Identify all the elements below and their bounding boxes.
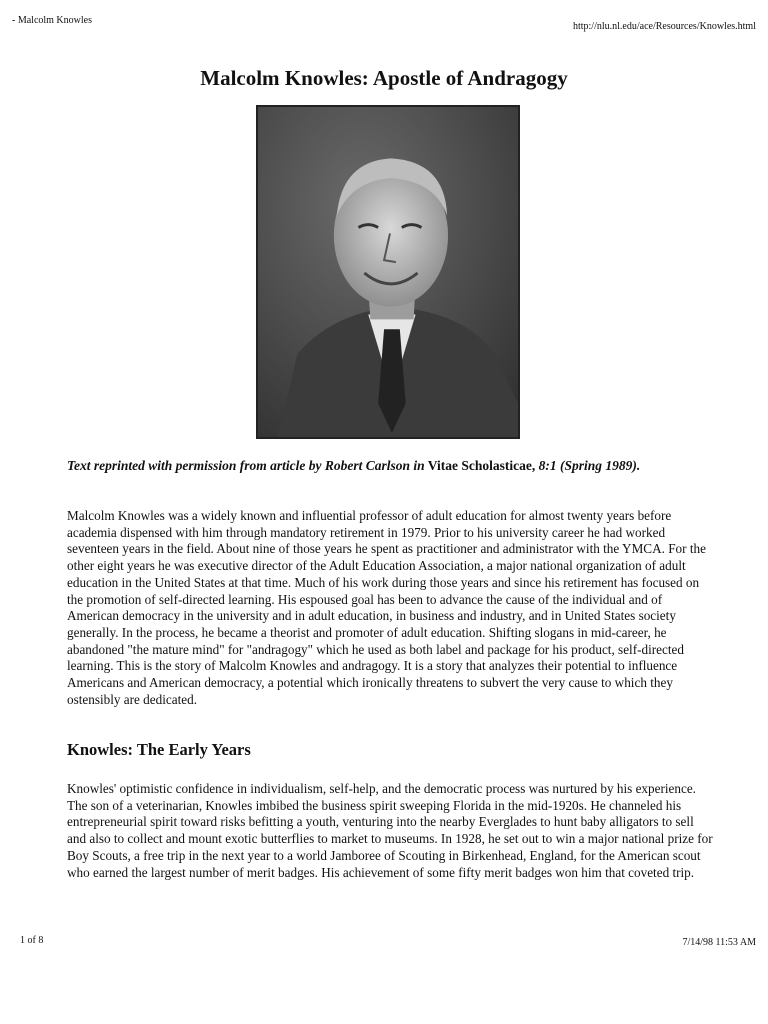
- footer-timestamp: 7/14/98 11:53 AM: [682, 937, 756, 948]
- portrait-image: [258, 107, 518, 437]
- credit-journal: Vitae Scholasticae,: [424, 458, 539, 473]
- early-years-paragraph: Knowles' optimistic confidence in individualism, self-help, and the democratic process was nurtured by his experience. The son of a veterinarian, Knowles imbibed the business spirit sweeping Florida in the mid-1920s. He channeled his entrepreneurial spirit toward risks befitting a youth, venturing into the nearby Everglades to hunt baby alligators to sell and also to collect and mount exotic butterflies to market to museums. In 1928, he set out to win a major national prize for Boy Scouts, a free trip in the next year to a world Jamboree of Scouting in Birkenhead, England, for the American scout who earned the largest number of merit badges. His achievement of some fifty merit badges won him that coveted trip.: [67, 781, 713, 880]
- reprint-credit: [67, 458, 707, 474]
- header-url: http://nlu.nl.edu/ace/Resources/Knowles.html: [572, 21, 756, 32]
- header-page-title: - Malcolm Knowles: [12, 15, 92, 26]
- credit-text: Text reprinted with permission from article by Robert Carlson in: [67, 458, 425, 473]
- footer-page-number: 1 of 8: [20, 935, 44, 946]
- portrait-photo: [256, 105, 520, 439]
- credit-citation: 8:1 (Spring 1989).: [538, 458, 641, 473]
- section-heading: Knowles: The Early Years: [67, 740, 251, 759]
- intro-paragraph: Malcolm Knowles was a widely known and influential professor of adult education for almost twenty years before academia dispensed with him through mandatory retirement in 1979. Prior to his university career he had worked seventeen years in the field. About nine of those years he spent as practitioner and administrator with the YMCA. For the other eight years he was executive director of the Adult Education Association, a major national organization of adult education in the United States at that time. Much of his work during those years and since his retirement has focused on the promotion of self-directed learning. His espoused goal has been to advance the cause of the individual and of American democracy in the university and in adult education, in business and industry, and in United States society generally. In the process, he became a theorist and promoter of adult education. Shifting slogans in mid-career, he abandoned "the mature mind" for "andragogy" which he used as both label and package for his product, self-directed learning. This is the story of Malcolm Knowles and andragogy. It is a story that analyzes their potential to influence Americans and American democracy, a potential which ironically threatens to subvert the very cause to which they ostensibly are dedicated.: [67, 508, 706, 707]
- page-title: Malcolm Knowles: Apostle of Andragogy: [200, 66, 568, 90]
